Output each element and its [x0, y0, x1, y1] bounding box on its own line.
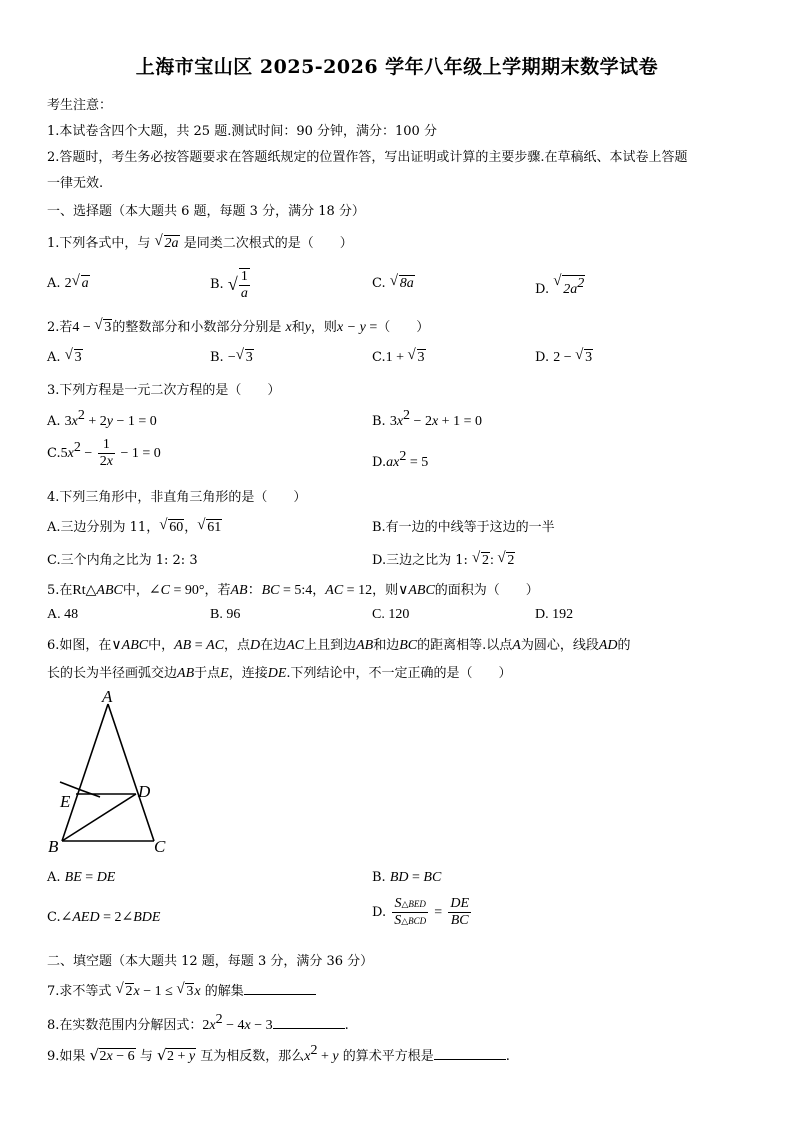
q6-option-b[interactable]: B. BD = BC — [372, 870, 442, 885]
section-2-heading: 二、填空题（本大题共 12 题，每题 3 分，满分 36 分） — [47, 954, 374, 969]
question-9-stem: 9.如果 √ 2x − 6 与 √ 2 + y 互为相反数，那么$x^2 + y$ 的算术平方根是 . — [47, 1043, 510, 1064]
segment-bd — [62, 794, 136, 841]
q3-option-d[interactable]: $D.ax^2 = 5$ — [372, 449, 429, 470]
question-6-stem-line-1: 6.如图，在∨ABC中，AB = AC，点D在边AC上且到边AB和边BC的距离相等.以点A为圆心，线段AD的 — [47, 638, 631, 653]
question-7-stem: 7.求不等式 √ 2x − 1 ≤ √ 3x 的解集 — [47, 980, 316, 1000]
q2-option-b[interactable]: B. − √ 3 — [210, 347, 253, 365]
answer-blank[interactable] — [434, 1047, 506, 1060]
notice-heading: 考生注意： — [47, 98, 113, 113]
point-label-c: C — [154, 837, 166, 856]
question-8-stem: 8.在实数范围内分解因式：$2x^2 - 4x - 3$ . — [47, 1012, 349, 1033]
q4-option-b[interactable]: B.有一边的中线等于这边的一半 — [372, 520, 555, 535]
q4-option-a[interactable]: A.三边分别为 11， √ 60， √ 61 — [47, 517, 222, 535]
point-label-b: B — [48, 837, 59, 856]
q2-option-c[interactable]: C.1 + √ 3 — [372, 347, 425, 365]
q3-option-a[interactable]: A. $3x^2 + 2y - 1 = 0$ — [47, 408, 157, 429]
q1-option-c[interactable]: C. √ 8a — [372, 273, 414, 291]
point-label-d: D — [138, 782, 151, 801]
q5-option-a[interactable]: A. 48 — [47, 607, 79, 622]
point-label-a: A — [102, 687, 113, 706]
q3-option-b[interactable]: B. $3x^2 - 2x + 1 = 0$ — [372, 408, 482, 429]
q2-option-d[interactable]: D. 2 − √ 3 — [535, 347, 593, 365]
segment-ac — [108, 704, 154, 841]
q5-option-b[interactable]: B. 96 — [210, 607, 241, 622]
question-1-stem: 1.下列各式中，与 √ 2a 是同类二次根式的是（ ） — [47, 233, 353, 251]
question-4-stem: 4.下列三角形中，非直角三角形的是（ ） — [47, 490, 307, 505]
q5-option-c[interactable]: C. 120 — [372, 607, 410, 622]
q2-option-a[interactable]: A. √ 3 — [47, 347, 82, 365]
q1-option-b[interactable]: B. √ $\frac{1}{a}$ — [210, 269, 248, 301]
answer-blank[interactable] — [244, 982, 316, 995]
segment-ab — [62, 704, 108, 841]
q1-option-d[interactable]: D. √ $2a^2$ — [535, 273, 585, 297]
q3-option-c[interactable]: $C.5x^2$ − $\frac{1}{2x}$ − 1 = 0 — [47, 437, 161, 469]
section-1-heading: 一、选择题（本大题共 6 题，每题 3 分，满分 18 分） — [47, 204, 365, 219]
question-6-stem-line-2: 长的长为半径画弧交边AB于点E，连接DE.下列结论中，不一定正确的是（ ） — [47, 666, 512, 681]
q6-option-a[interactable]: A. BE = DE — [47, 870, 116, 885]
q4-option-c[interactable]: C.三个内角之比为 1: 2: 3 — [47, 553, 198, 568]
q5-option-d[interactable]: D. 192 — [535, 607, 574, 622]
triangle-figure — [40, 686, 190, 858]
q6-option-d[interactable]: D. $\frac{\text{S△BED}}{\text{S△BCD}}$ = $\frac{DE}{BC}$ — [372, 896, 470, 928]
q4-option-d[interactable]: D.三边之比为 1: √ 2: √ 2 — [372, 550, 515, 568]
page-title: 上海市宝山区 2025-2026 学年八年级上学期期末数学试卷 — [135, 56, 659, 78]
answer-blank[interactable] — [273, 1016, 345, 1029]
question-2-stem: 2.若4 − √ 3的整数部分和小数部分分别是 x和y，则x − y =（ ） — [47, 317, 430, 335]
q6-option-c[interactable]: C.∠AED = 2∠BDE — [47, 910, 161, 925]
notice-item-2-cont: 一律无效. — [47, 176, 104, 191]
q1-option-a[interactable]: A. 2 √ a — [47, 273, 89, 291]
math-expression: √ 2a — [154, 233, 179, 251]
point-label-e: E — [60, 792, 71, 811]
question-3-stem: 3.下列方程是一元二次方程的是（ ） — [47, 383, 281, 398]
question-5-stem: 5.在Rt△ABC中，∠C = 90°，若AB：BC = 5:4，AC = 12，则∨ABC的面积为（ ） — [47, 583, 539, 598]
notice-item-2: 2.答题时，考生务必按答题要求在答题纸规定的位置作答，写出证明或计算的主要步骤.在草稿纸、本试卷上答题 — [47, 150, 688, 165]
notice-item-1: 1.本试卷含四个大题，共 25 题.测试时间：90 分钟，满分：100 分 — [47, 124, 437, 139]
